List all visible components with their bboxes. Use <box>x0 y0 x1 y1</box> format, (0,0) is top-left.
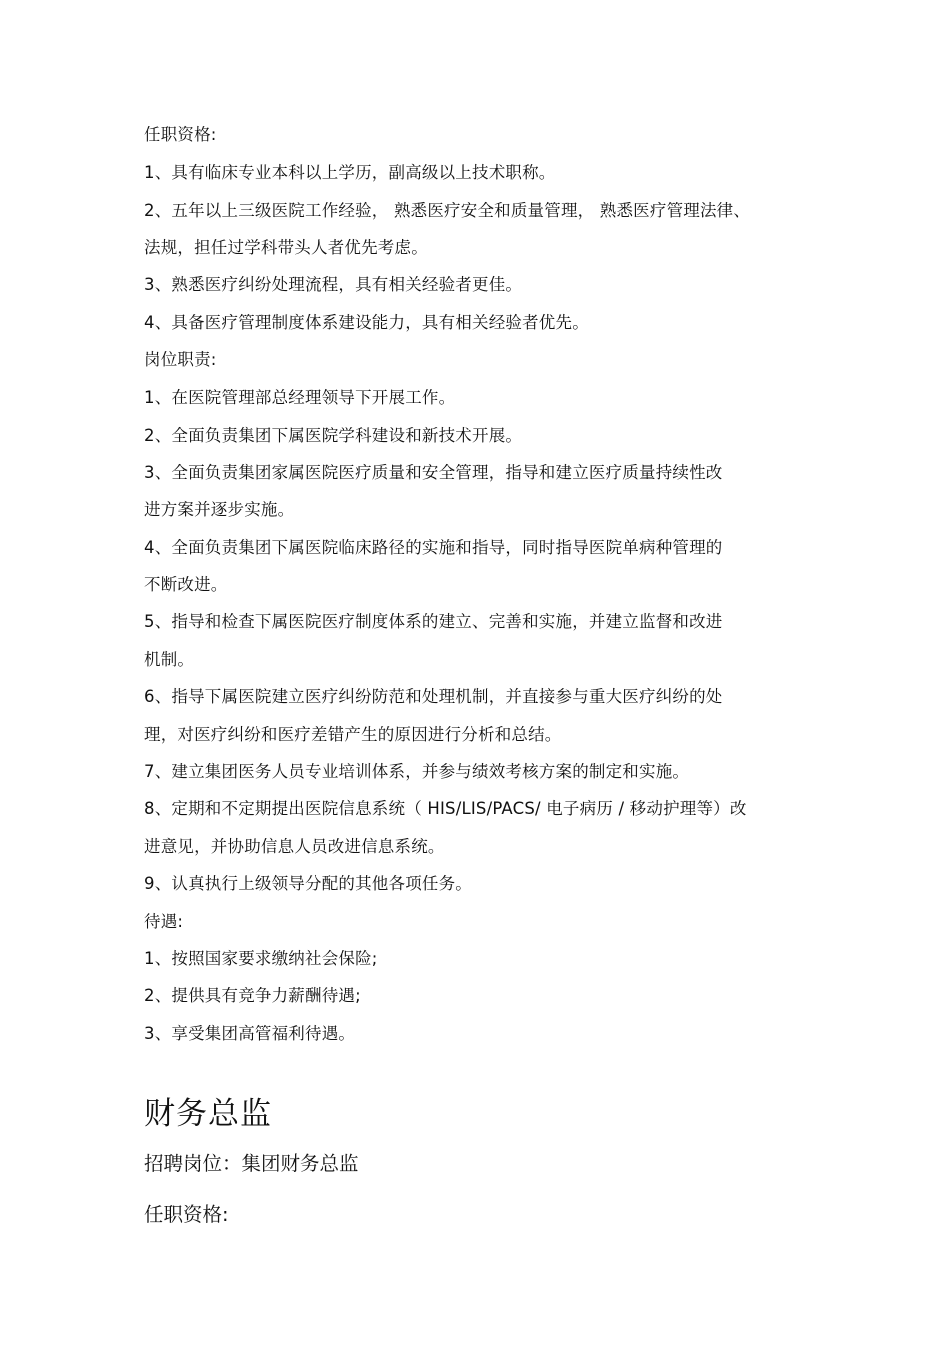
duty-line: 不断改进。 <box>144 575 228 594</box>
duty-line: 9、认真执行上级领导分配的其他各项任务。 <box>144 874 472 893</box>
duty-line: 8、定期和不定期提出医院信息系统（ HIS/LIS/PACS/ 电子病历 / 移动护理等）改 <box>144 799 747 818</box>
qualification-line: 3、熟悉医疗纠纷处理流程，具有相关经验者更佳。 <box>144 275 523 294</box>
qualifications-heading: 任职资格: <box>144 125 217 144</box>
duty-line: 3、全面负责集团家属医院医疗质量和安全管理，指导和建立医疗质量持续性改 <box>144 463 723 482</box>
qualifications-heading-2: 任职资格: <box>144 1203 229 1226</box>
duty-line: 6、指导下属医院建立医疗纠纷防范和处理机制，并直接参与重大医疗纠纷的处 <box>144 687 723 706</box>
section-title: 财务总监 <box>144 1096 272 1132</box>
duty-line: 进意见，并协助信息人员改进信息系统。 <box>144 837 445 856</box>
benefit-line: 3、享受集团高管福利待遇。 <box>144 1024 356 1043</box>
qualification-line: 4、具备医疗管理制度体系建设能力，具有相关经验者优先。 <box>144 313 589 332</box>
duty-line: 机制。 <box>144 650 195 669</box>
duty-line: 进方案并逐步实施。 <box>144 500 295 519</box>
qualification-line: 2、五年以上三级医院工作经验， 熟悉医疗安全和质量管理， 熟悉医疗管理法律、 <box>144 201 751 220</box>
duty-line: 2、全面负责集团下属医院学科建设和新技术开展。 <box>144 426 523 445</box>
duty-line: 7、建立集团医务人员专业培训体系，并参与绩效考核方案的制定和实施。 <box>144 762 690 781</box>
benefits-heading: 待遇: <box>144 912 184 931</box>
duty-line: 理，对医疗纠纷和医疗差错产生的原因进行分析和总结。 <box>144 725 562 744</box>
benefit-line: 1、按照国家要求缴纳社会保险; <box>144 949 378 968</box>
duties-heading: 岗位职责: <box>144 350 217 369</box>
duty-line: 5、指导和检查下属医院医疗制度体系的建立、完善和实施，并建立监督和改进 <box>144 612 723 631</box>
benefit-line: 2、提供具有竞争力薪酬待遇; <box>144 986 361 1005</box>
qualification-line: 1、具有临床专业本科以上学历，副高级以上技术职称。 <box>144 163 556 182</box>
duty-line: 4、全面负责集团下属医院临床路径的实施和指导，同时指导医院单病种管理的 <box>144 538 723 557</box>
qualification-line: 法规，担任过学科带头人者优先考虑。 <box>144 238 428 257</box>
position-line: 招聘岗位：集团财务总监 <box>144 1152 359 1175</box>
duty-line: 1、在医院管理部总经理领导下开展工作。 <box>144 388 456 407</box>
